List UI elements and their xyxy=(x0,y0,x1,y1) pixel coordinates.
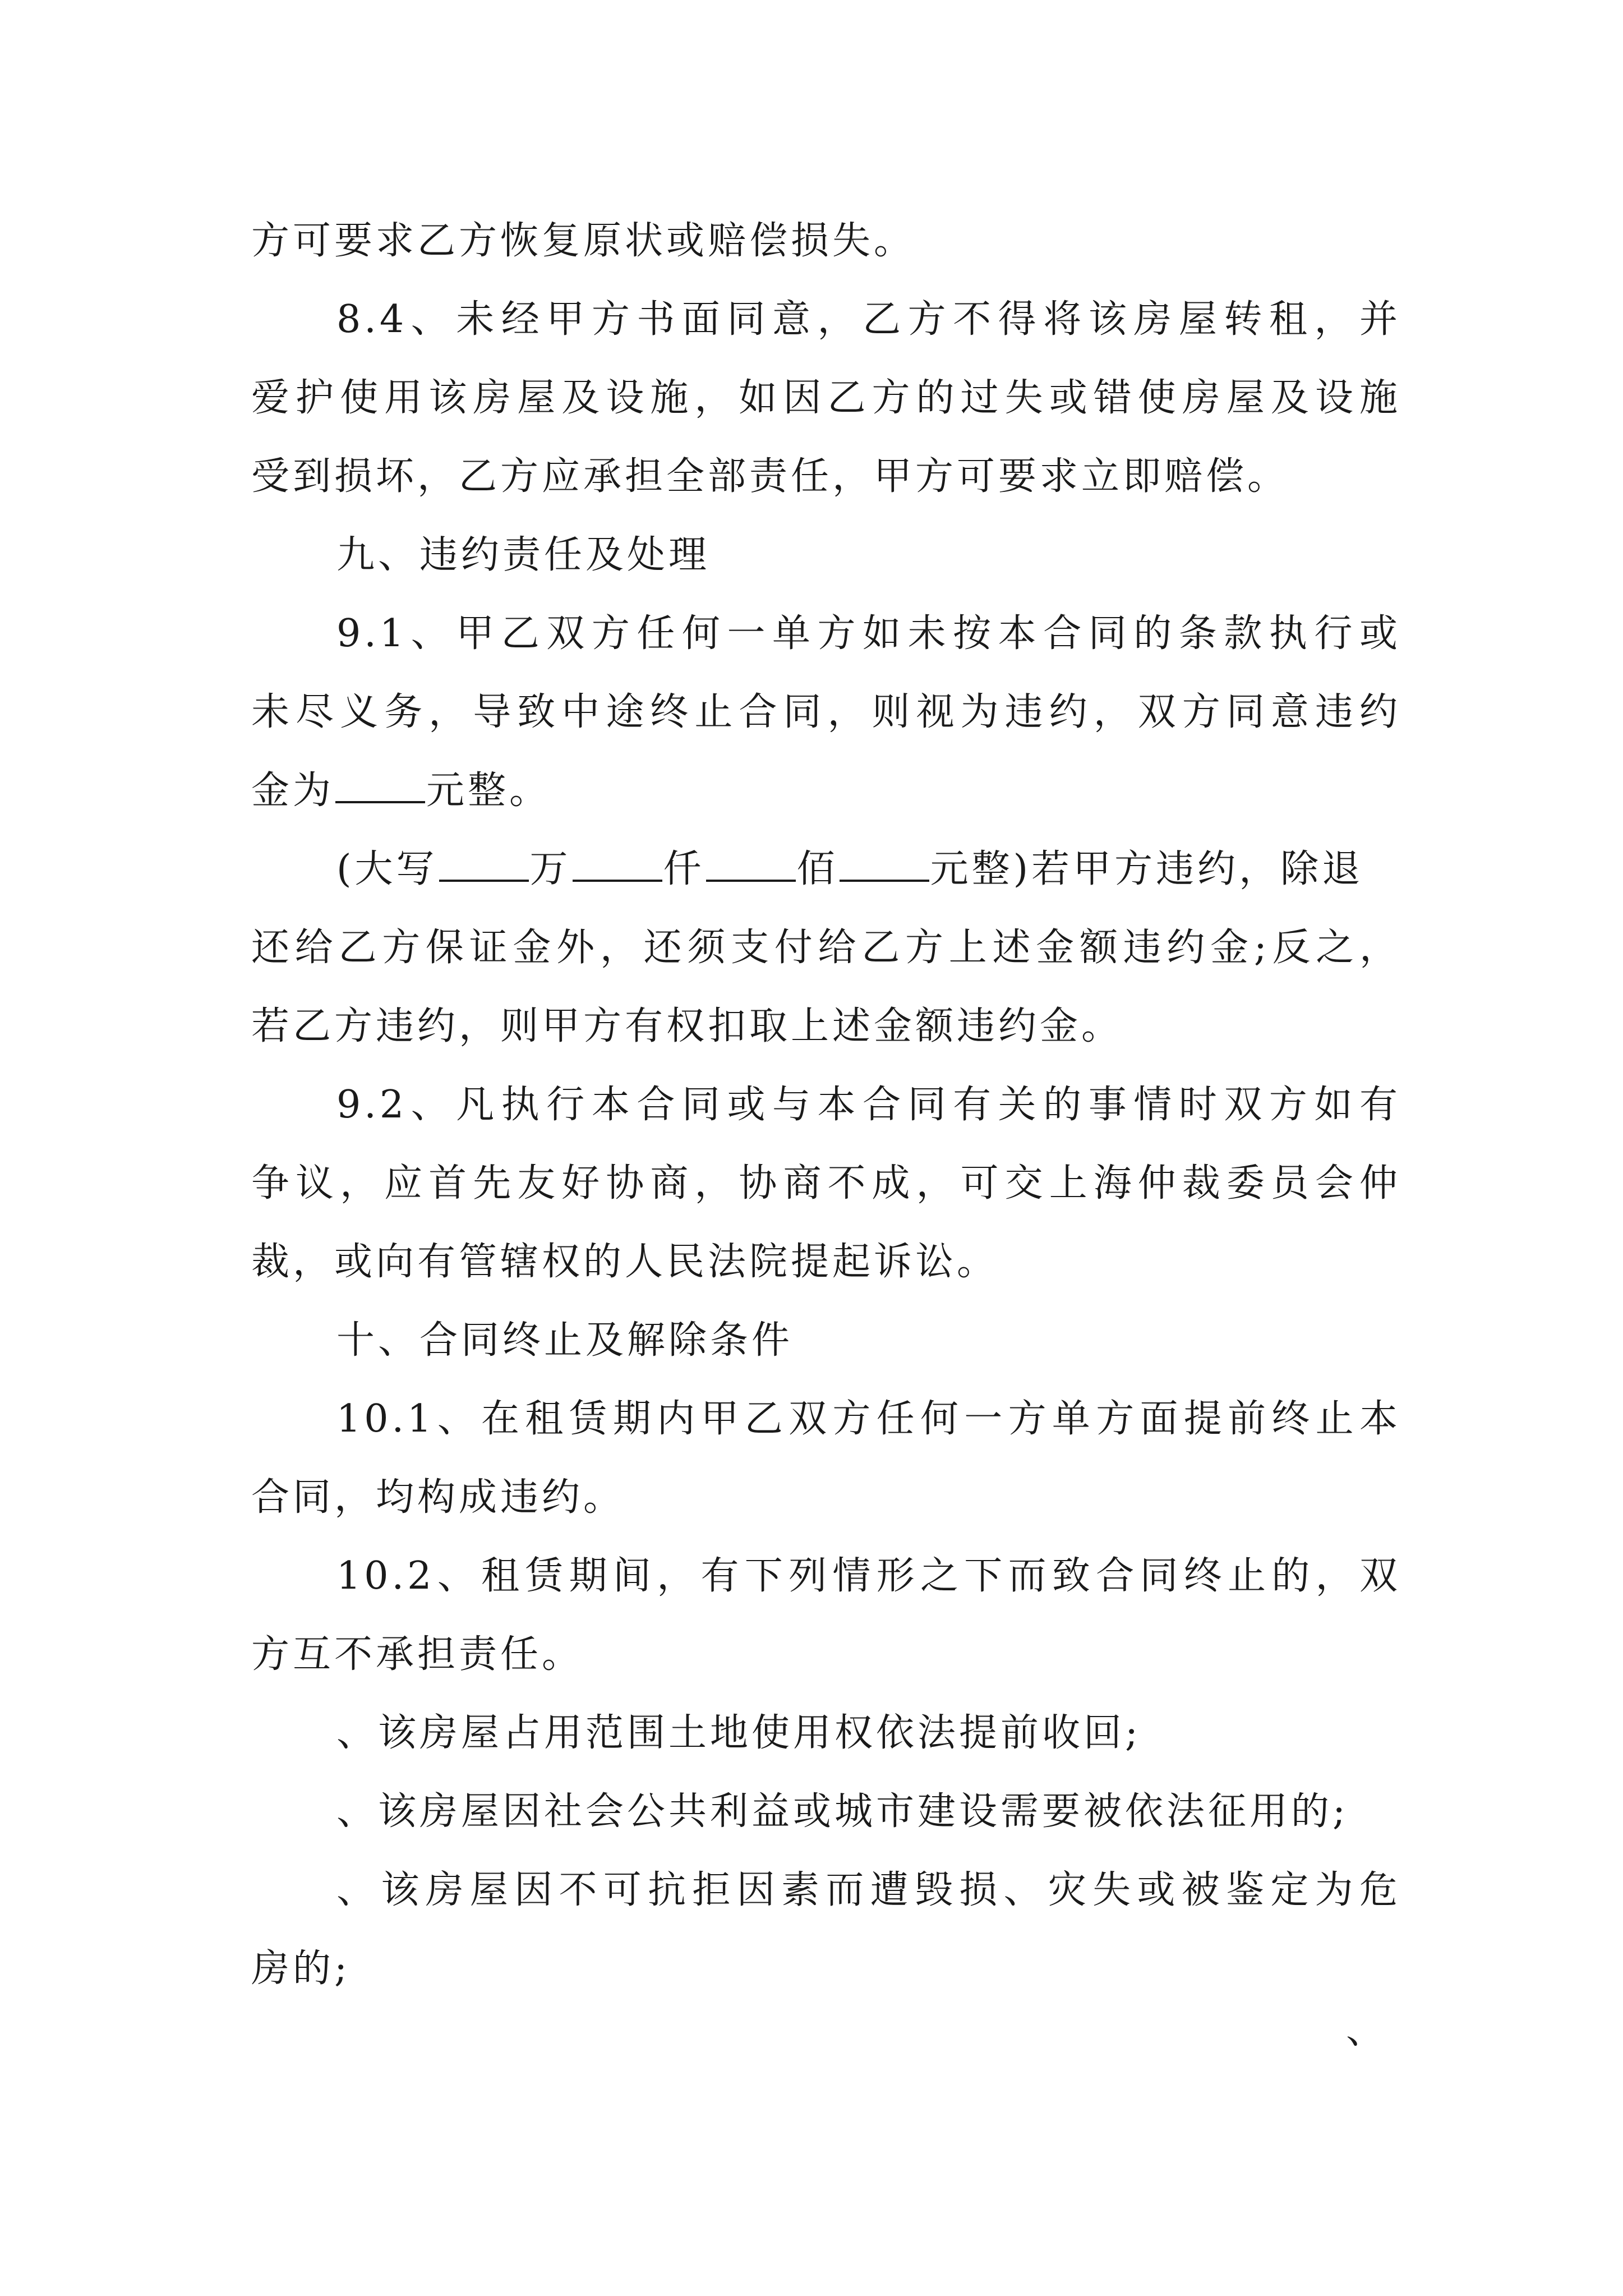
clause-9-1-line: 9.1、甲乙双方任何一单方如未按本合同的条款执行或 xyxy=(336,611,1401,656)
text-fragment: (大写 xyxy=(336,847,438,891)
penalty-amount-line xyxy=(251,757,1401,825)
list-item: 、该房屋因不可抗拒因素而遭毁损、灾失或被鉴定为危 xyxy=(336,1868,1401,1912)
text-fragment: 万 xyxy=(529,847,571,891)
paragraph-line: 若乙方违约，则甲方有权扣取上述金额违约金。 xyxy=(251,1004,1123,1048)
paragraph-line: 方互不承担责任。 xyxy=(251,1632,584,1677)
list-item: 、该房屋占用范围土地使用权依法提前收回; xyxy=(336,1711,1141,1755)
clause-10-1-line: 10.1、在租赁期内甲乙双方任何一方单方面提前终止本 xyxy=(336,1397,1401,1441)
stray-punctuation-mark: 、 xyxy=(1346,2008,1385,2053)
text-fragment: 仟 xyxy=(663,847,705,891)
text-fragment: 元整)若甲方违约，除退 xyxy=(930,847,1364,891)
paragraph-line: 还给乙方保证金外，还须支付给乙方上述金额违约金;反之， xyxy=(251,926,1401,970)
section-heading-9: 九、违约责任及处理 xyxy=(336,533,711,577)
paragraph-line: 房的; xyxy=(251,1947,351,1991)
paragraph-line: 裁，或向有管辖权的人民法院提起诉讼。 xyxy=(251,1240,999,1284)
text-fragment: 元整。 xyxy=(426,769,551,813)
fill-blank xyxy=(335,766,425,803)
paragraph-line: 合同，均构成违约。 xyxy=(251,1475,625,1520)
section-heading-10: 十、合同终止及解除条件 xyxy=(336,1318,794,1363)
clause-8-4-line: 8.4、未经甲方书面同意，乙方不得将该房屋转租，并 xyxy=(336,297,1401,342)
list-item: 、该房屋因社会公共利益或城市建设需要被依法征用的; xyxy=(336,1789,1349,1834)
amount-in-words-line xyxy=(336,836,1486,903)
clause-10-2-line: 10.2、租赁期间，有下列情形之下而致合同终止的，双 xyxy=(336,1554,1401,1598)
text-fragment: 金为 xyxy=(251,769,335,813)
fill-blank xyxy=(573,845,662,882)
paragraph-line: 未尽义务，导致中途终止合同，则视为违约，双方同意违约 xyxy=(251,690,1401,734)
paragraph-line: 方可要求乙方恢复原状或赔偿损失。 xyxy=(251,219,916,263)
fill-blank xyxy=(840,845,929,882)
paragraph-line: 争议，应首先友好协商，协商不成，可交上海仲裁委员会仲 xyxy=(251,1161,1401,1205)
fill-blank xyxy=(439,845,529,882)
paragraph-line: 爱护使用该房屋及设施，如因乙方的过失或错使房屋及设施 xyxy=(251,376,1401,420)
paragraph-line: 受到损坏，乙方应承担全部责任，甲方可要求立即赔偿。 xyxy=(251,454,1289,499)
fill-blank xyxy=(706,845,796,882)
clause-9-2-line: 9.2、凡执行本合同或与本合同有关的事情时双方如有 xyxy=(336,1083,1401,1127)
text-fragment: 佰 xyxy=(796,847,838,891)
